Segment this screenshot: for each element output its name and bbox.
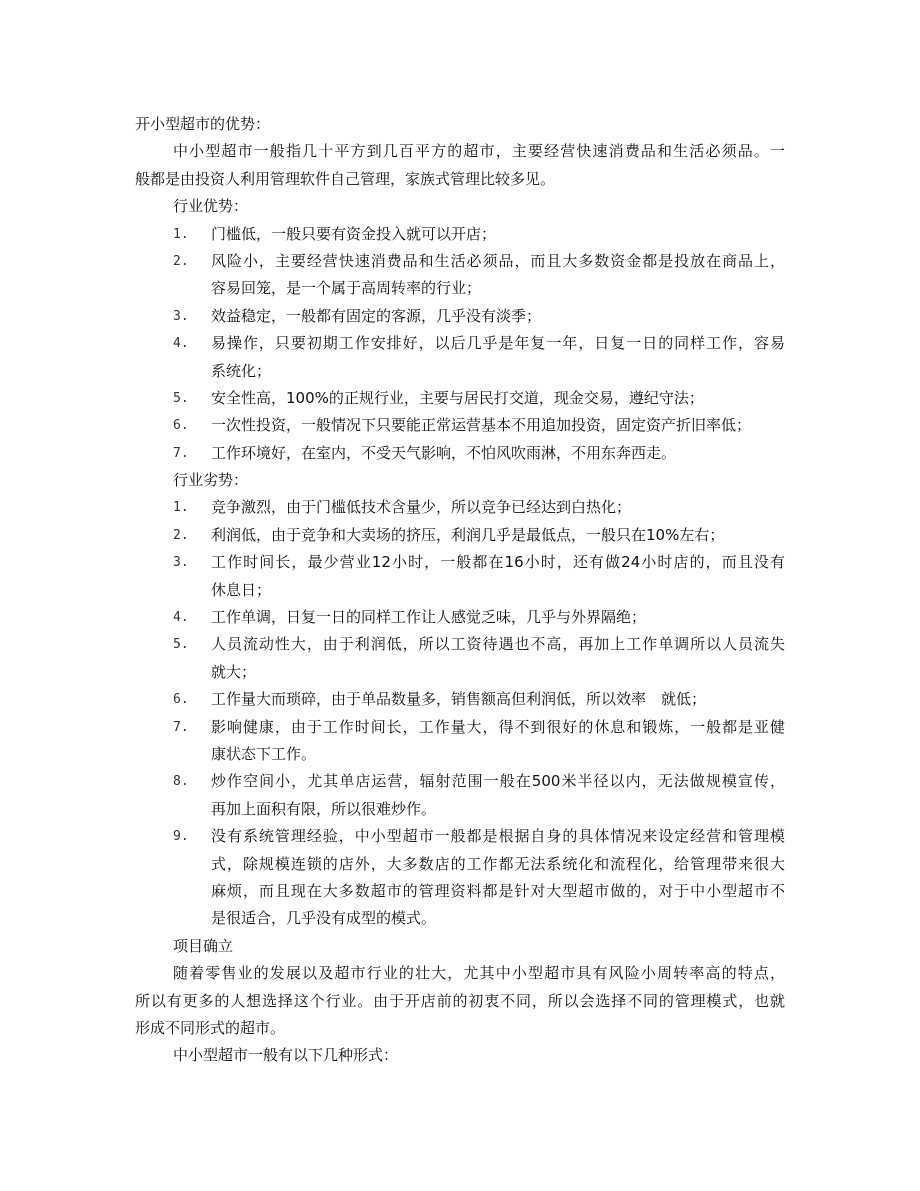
line-text: 安全性高，100%的正规行业，主要与居民打交道，现金交易，遵纪守法； [211, 388, 704, 407]
heading [135, 111, 785, 138]
list-number: 6. [173, 418, 189, 434]
line-text: 开小型超市的优势： [135, 115, 271, 133]
line-text: 再加上面积有限，所以很难炒作。 [211, 799, 437, 818]
list-item [135, 221, 785, 248]
line-text: 是很适合，几乎没有成型的模式。 [211, 909, 437, 928]
line-text: 就大； [211, 662, 257, 681]
list-number: 6. [173, 692, 189, 708]
line-text: 康状态下工作。 [211, 744, 317, 763]
text-line: 影响健康，由于工作时间长，工作量大，得不到很好的休息和锻炼，一般都是亚健 7. [135, 714, 785, 741]
text-line: 麻烦，而且现在大多数超市的管理资料都是针对大型超市做的，对于中小型超市不 [211, 881, 785, 900]
text-line: 工作时间长，最少营业12小时，一般都在16小时，还有做24小时店的，而且没有 3. [135, 549, 785, 576]
text-line [135, 604, 785, 631]
text-line [135, 905, 785, 932]
text-line [135, 166, 785, 193]
list-number: 8. [173, 774, 189, 790]
line-text: 般都是由投资人利用管理软件自己管理，家族式管理比较多见。 [135, 169, 556, 188]
text-line [135, 111, 785, 138]
list-number: 7. [173, 719, 189, 735]
list-item [135, 768, 785, 823]
line-text: 门槛低，一般只要有资金投入就可以开店； [211, 224, 497, 243]
list-item [135, 714, 785, 769]
text-line [135, 1015, 785, 1042]
text-line [135, 275, 785, 302]
text-line: 中小型超市一般指几十平方到几百平方的超市，主要经营快速消费品和生活必须品。一 [173, 142, 785, 161]
line-text: 工作环境好，在室内，不受天气影响，不怕风吹雨淋，不用东奔西走。 [211, 443, 677, 462]
list-number: 2. [173, 253, 189, 269]
text-line [135, 1042, 785, 1069]
text-line [135, 221, 785, 248]
list-item [135, 440, 785, 467]
line-text: 形成不同形式的超市。 [135, 1018, 286, 1037]
text-line: 风险小，主要经营快速消费品和生活必须品，而且大多数资金都是投放在商品上， 2. [135, 248, 785, 275]
subhead [135, 1042, 785, 1069]
text-line [135, 741, 785, 768]
list-item [135, 604, 785, 631]
list-item [135, 522, 785, 549]
text-line: 随着零售业的发展以及超市行业的壮大，尤其中小型超市具有风险小周转率高的特点， [173, 964, 785, 983]
list-item [135, 248, 785, 303]
text-line [135, 796, 785, 823]
text-line [135, 686, 785, 713]
list-item [135, 549, 785, 604]
list-item [135, 303, 785, 330]
list-number: 5. [173, 637, 189, 653]
subhead [135, 933, 785, 960]
subhead [135, 467, 785, 494]
line-text: 一次性投资，一般情况下只要能正常运营基本不用追加投资，固定资产折旧率低； [211, 416, 752, 435]
list-number: 4. [173, 336, 189, 352]
list-number: 4. [173, 610, 189, 626]
list-item [135, 412, 785, 439]
text-line [135, 193, 785, 220]
list-item [135, 823, 785, 933]
text-line [135, 440, 785, 467]
line-text: 工作量大而琐碎，由于单品数量多，销售额高但利润低，所以效率 就低； [211, 690, 707, 709]
text-line [135, 933, 785, 960]
line-text: 利润低，由于竞争和大卖场的挤压，利润几乎是最低点，一般只在10%左右； [211, 525, 725, 544]
list-number: 1. [173, 500, 189, 516]
text-line [135, 577, 785, 604]
paragraph [135, 138, 785, 193]
line-text: 休息日； [211, 580, 272, 599]
text-line [135, 385, 785, 412]
list-number: 5. [173, 390, 189, 406]
list-number: 9. [173, 829, 189, 845]
list-item [135, 686, 785, 713]
line-text: 行业劣势： [173, 471, 249, 490]
list-item [135, 494, 785, 521]
document-body [135, 111, 785, 1070]
line-text: 容易回笼，是一个属于高周转率的行业； [211, 279, 482, 298]
text-line: 所以有更多的人想选择这个行业。由于开店前的初衷不同，所以会选择不同的管理模式，也就 [135, 991, 785, 1010]
text-line: 式，除规模连锁的店外，大多数店的工作都无法系统化和流程化，给管理带来很大 [211, 854, 785, 873]
text-line: 没有系统管理经验，中小型超市一般都是根据自身的具体情况来设定经营和管理模 9. [135, 823, 785, 850]
text-line [135, 303, 785, 330]
paragraph [135, 960, 785, 1042]
text-line [135, 494, 785, 521]
line-text: 项目确立 [173, 936, 234, 955]
text-line: 人员流动性大，由于利润低，所以工资待遇也不高，再加上工作单调所以人员流失 5. [135, 631, 785, 658]
text-line [135, 522, 785, 549]
list-item [135, 631, 785, 686]
list-number: 1. [173, 226, 189, 242]
line-text: 竞争激烈，由于门槛低技术含量少，所以竞争已经达到白热化； [211, 498, 632, 517]
text-line [135, 358, 785, 385]
list-number: 3. [173, 555, 189, 571]
subhead [135, 193, 785, 220]
text-line [135, 659, 785, 686]
line-text: 效益稳定，一般都有固定的客源，几乎没有淡季； [211, 306, 542, 325]
line-text: 中小型超市一般有以下几种形式： [173, 1046, 399, 1065]
text-line [135, 467, 785, 494]
text-line: 炒作空间小，尤其单店运营，辐射范围一般在500米半径以内，无法做规模宣传， 8. [135, 768, 785, 795]
text-line [135, 412, 785, 439]
line-text: 工作单调，日复一日的同样工作让人感觉乏味，几乎与外界隔绝； [211, 608, 647, 627]
list-number: 7. [173, 445, 189, 461]
list-number: 2. [173, 527, 189, 543]
list-number: 3. [173, 308, 189, 324]
line-text: 行业优势： [173, 197, 249, 216]
list-item [135, 330, 785, 385]
list-item [135, 385, 785, 412]
line-text: 系统化； [211, 361, 272, 380]
text-line: 易操作，只要初期工作安排好，以后几乎是年复一年，日复一日的同样工作，容易 4. [135, 330, 785, 357]
